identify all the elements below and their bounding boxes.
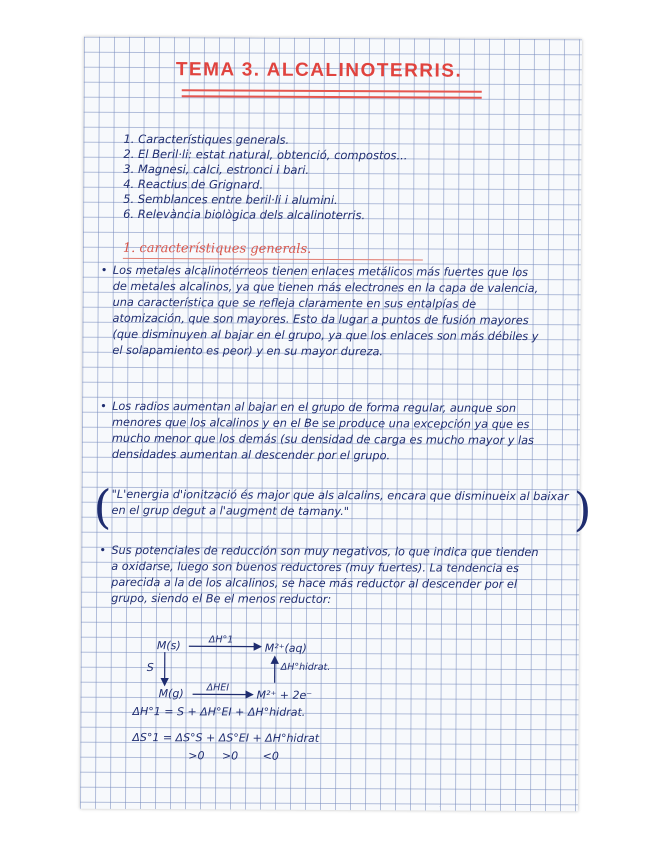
index-item: 2. El Beril·li: estat natural, obtenció, compostos... bbox=[123, 146, 408, 163]
cycle-right-label: ΔH°hidrat. bbox=[280, 661, 331, 673]
bullet: • bbox=[100, 399, 107, 413]
paragraph-radii bbox=[100, 399, 542, 465]
index-item: 1. Característiques generals. bbox=[123, 131, 290, 147]
index-item: 6. Relevància biològica dels alcalinoterris. bbox=[123, 206, 366, 223]
paragraph-reduction bbox=[99, 543, 541, 609]
bullet: • bbox=[99, 543, 107, 557]
entropy-equation: ΔS°1 = ΔS°S + ΔS°EI + ΔH°hidrat bbox=[132, 730, 320, 745]
bullet: • bbox=[100, 263, 108, 277]
index-item: 3. Magnesi, calci, estronci i bari. bbox=[123, 161, 310, 177]
cycle-left-label: S bbox=[146, 661, 154, 675]
title-underline bbox=[182, 89, 482, 93]
cycle-right-bottom: M²⁺ + 2e⁻ bbox=[256, 688, 313, 702]
paragraph-text: "L'energia d'ionització és major que als alcalins, encara que disminueix al baixar en el grup degut a l'augment de tamany." bbox=[111, 487, 569, 519]
paragraph-bonds bbox=[100, 263, 542, 361]
topic-index bbox=[123, 132, 543, 224]
section-heading: 1. característiques generals. bbox=[122, 240, 312, 257]
entropy-signs: >0 >0 <0 bbox=[188, 749, 279, 763]
cycle-bottom-label: ΔHEI bbox=[206, 682, 230, 694]
left-parenthesis: ( bbox=[93, 479, 112, 534]
paragraph-text: Los radios aumentan al bajar en el grupo de forma regular, aunque son menores que los alcalinos y en el Be se produce una excepción ya que es mucho menor que los demás (su densidad de carga es mucho mayor y las densidades aumentan al descender por el grupo. bbox=[111, 399, 535, 463]
cycle-right-top: M²⁺(aq) bbox=[264, 641, 307, 655]
thermo-cycle-diagram bbox=[141, 634, 401, 702]
cycle-top-label: ΔH°1 bbox=[208, 634, 234, 646]
paragraph-ionization bbox=[93, 479, 592, 537]
index-item: 5. Semblances entre beril·li i alumini. bbox=[123, 191, 338, 208]
right-parenthesis: ) bbox=[573, 482, 592, 537]
paragraph-text: Sus potenciales de reducción son muy negativos, lo que indica que tienden a oxidarse, luego son buenos reductores (muy fuertes). La tendencia es parecida a la de los alcalinos, se hace más reductor al descender por el grupo, siendo el Be el menos reductor: bbox=[111, 543, 539, 607]
cycle-left-bottom: M(g) bbox=[158, 687, 184, 701]
paragraph-text: Los metales alcalinotérreos tienen enlaces metálicos más fuertes que los de metales alcalinos, ya que tienen más electrones en la capa de valencia, una característica que se refleja claramente en sus entalpías de atomización, que son mayores. Esto da lugar a puntos de fusión mayores (que disminuyen al bajar en el grupo, ya que los enlaces son más débiles y el solapamiento es peor) y en su mayor dureza. bbox=[112, 263, 539, 359]
page-title: TEMA 3. ALCALINOTERRIS. bbox=[175, 59, 463, 82]
title-underline-second bbox=[182, 95, 482, 99]
cycle-left-top: M(s) bbox=[156, 639, 181, 653]
enthalpy-equation: ΔH°1 = S + ΔH°EI + ΔH°hidrat. bbox=[132, 704, 306, 719]
index-item: 4. Reactius de Grignard. bbox=[123, 176, 264, 192]
section-underline bbox=[123, 258, 423, 261]
notebook-page bbox=[80, 37, 592, 812]
